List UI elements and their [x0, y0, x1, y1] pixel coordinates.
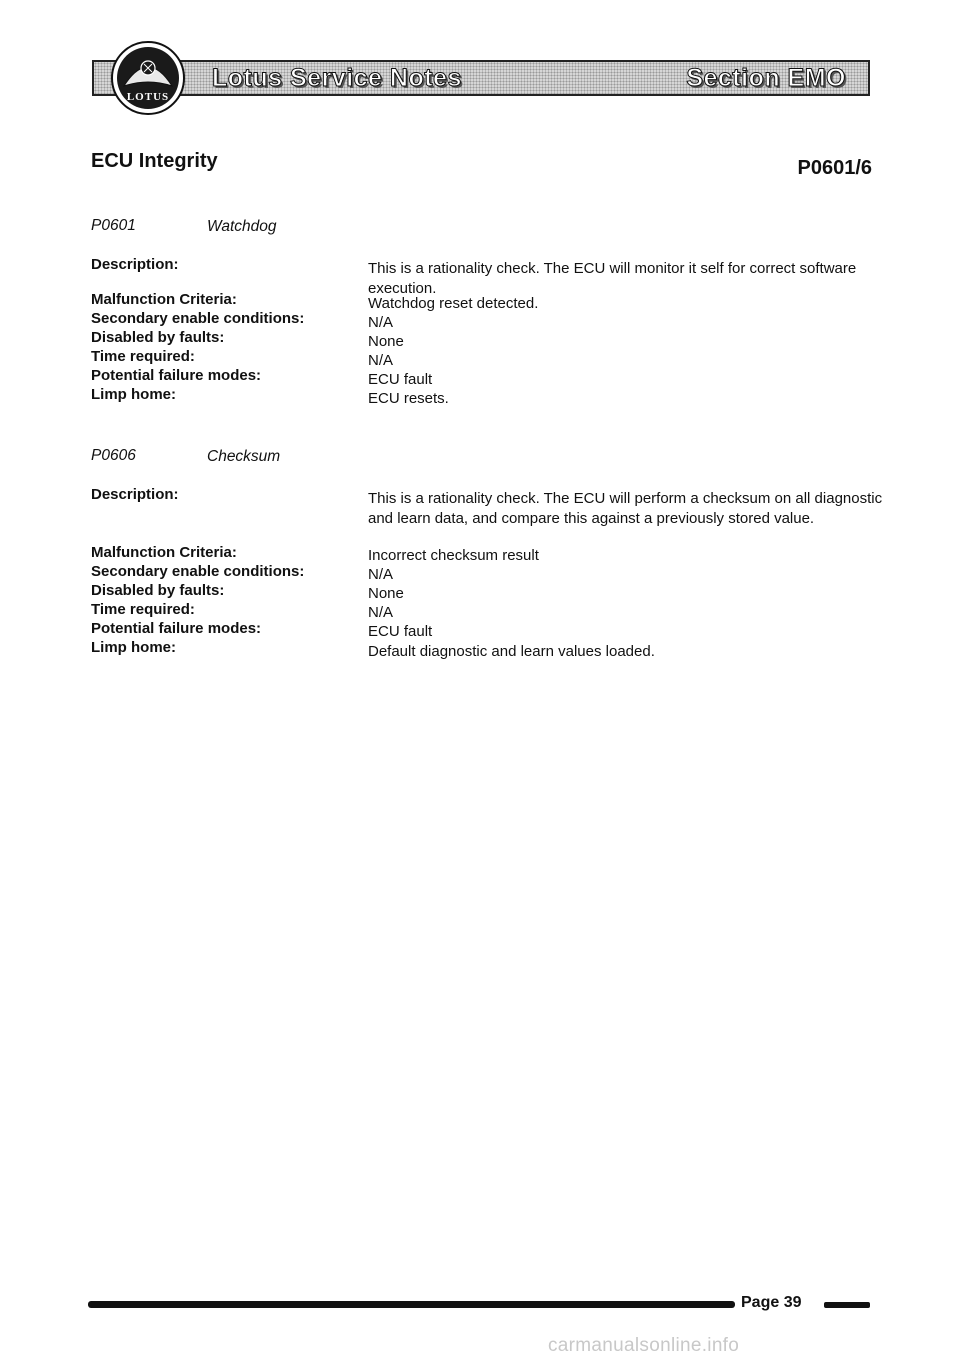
logo-text: LOTUS — [126, 91, 170, 103]
row-label: Description: — [91, 486, 179, 503]
row-value: ECU fault — [368, 371, 433, 388]
row-value: N/A — [368, 314, 394, 331]
header-banner — [92, 60, 870, 96]
row-value: ECU fault — [368, 623, 433, 640]
banner-section: Section EMO — [686, 64, 846, 92]
row-label: Secondary enable conditions: — [91, 563, 305, 580]
row-value: Incorrect checksum result — [368, 547, 539, 564]
row-label: Time required: — [91, 601, 195, 618]
row-label: Potential failure modes: — [91, 367, 262, 384]
page-number: Page 39 — [741, 1294, 802, 1311]
row-value: N/A — [368, 566, 394, 583]
fault-heading — [91, 447, 881, 469]
row-label: Time required: — [91, 348, 195, 365]
fault-block-watchdog — [91, 217, 881, 407]
fault-heading — [91, 217, 881, 239]
footer-rule — [88, 1301, 735, 1308]
row-value: None — [368, 585, 404, 602]
banner-title: Lotus Service Notes — [212, 64, 462, 92]
fault-code: P0606 — [91, 447, 136, 464]
row-label: Disabled by faults: — [91, 582, 225, 599]
row-value: Watchdog reset detected. — [368, 295, 539, 312]
row-label: Malfunction Criteria: — [91, 291, 237, 308]
row-value: This is a rationality check. The ECU will monitor it self for correct software execution. — [368, 260, 857, 297]
watermark: carmanualsonline.info — [548, 1335, 740, 1356]
row-label: Secondary enable conditions: — [91, 310, 305, 327]
row-value: This is a rationality check. The ECU will perform a checksum on all diagnostic and learn data, and compare this against a previously stored value. — [368, 490, 883, 527]
row-label: Disabled by faults: — [91, 329, 225, 346]
fault-name: Watchdog — [207, 218, 277, 235]
page-code: P0601/6 — [797, 157, 872, 179]
lotus-logo-icon — [110, 40, 186, 116]
row-value: N/A — [368, 604, 394, 621]
page-title: ECU Integrity — [91, 150, 218, 172]
row-value: N/A — [368, 352, 394, 369]
fault-name: Checksum — [207, 448, 281, 465]
fault-code: P0601 — [91, 217, 136, 234]
row-label: Description: — [91, 256, 179, 273]
row-value: None — [368, 333, 404, 350]
row-label: Potential failure modes: — [91, 620, 262, 637]
row-label: Limp home: — [91, 386, 176, 403]
footer-rule-end — [824, 1302, 870, 1308]
row-value: ECU resets. — [368, 390, 449, 407]
row-value: Default diagnostic and learn values loaded. — [368, 643, 655, 660]
row-label: Limp home: — [91, 639, 176, 656]
row-label: Malfunction Criteria: — [91, 544, 237, 561]
fault-block-checksum — [91, 447, 883, 660]
